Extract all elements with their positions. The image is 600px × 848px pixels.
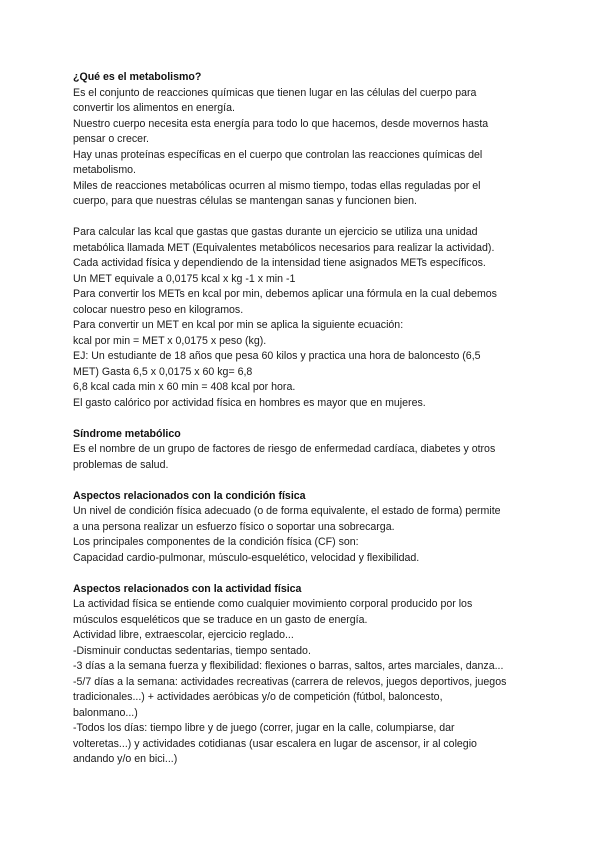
- text-line: metabolismo.: [73, 164, 136, 176]
- document-page: [73, 70, 543, 783]
- text-line: Los principales componentes de la condición física (CF) son:: [73, 536, 359, 548]
- text-line: tradicionales...) + actividades aeróbicas y/o de competición (fútbol, baloncesto,: [73, 691, 443, 703]
- section-sindrome-metabolico: [73, 427, 543, 474]
- text-line: a una persona realizar un esfuerzo físico o soportar una sobrecarga.: [73, 520, 395, 533]
- text-line: Actividad libre, extraescolar, ejercicio reglado...: [73, 629, 294, 641]
- text-line: 6,8 kcal cada min x 60 min = 408 kcal por hora.: [73, 381, 296, 393]
- text-line: Para calcular las kcal que gastas que gastas durante un ejercicio se utiliza una unidad: [73, 226, 478, 238]
- text-line: Para convertir un MET en kcal por min se aplica la siguiente ecuación:: [73, 319, 404, 331]
- text-line: Hay unas proteínas específicas en el cuerpo que controlan las reacciones químicas del: [73, 148, 483, 161]
- text-line: metabólica llamada MET (Equivalentes metabólicos necesarios para realizar la actividad).: [73, 241, 495, 254]
- section-heading: Aspectos relacionados con la condición física: [73, 489, 306, 502]
- text-line: andando y/o en bici...): [73, 753, 178, 765]
- text-line: cuerpo, para que nuestras células se mantengan sanas y funcionen bien.: [73, 195, 417, 207]
- text-line: Miles de reacciones metabólicas ocurren al mismo tiempo, todas ellas reguladas por el: [73, 179, 481, 192]
- text-line: pensar o crecer.: [73, 133, 149, 145]
- text-line: Capacidad cardio-pulmonar, músculo-esquelético, velocidad y flexibilidad.: [73, 551, 420, 564]
- text-line: volteretas...) y actividades cotidianas (usar escalera en lugar de ascensor, ir al colegio: [73, 737, 477, 750]
- text-line: Es el conjunto de reacciones químicas que tienen lugar en las células del cuerpo para: [73, 86, 477, 99]
- text-line: Un nivel de condición física adecuado (o de forma equivalente, el estado de forma) permite: [73, 505, 501, 517]
- text-line: convertir los alimentos en energía.: [73, 102, 235, 114]
- section-metabolismo: [73, 70, 543, 210]
- section-actividad-fisica: [73, 582, 543, 768]
- text-line: Para convertir los METs en kcal por min, debemos aplicar una fórmula en la cual debemos: [73, 288, 497, 300]
- text-line: colocar nuestro peso en kilogramos.: [73, 303, 244, 316]
- text-line: músculos esqueléticos que se traduce en un gasto de energía.: [73, 613, 368, 626]
- section-heading: ¿Qué es el metabolismo?: [73, 71, 202, 83]
- text-line: problemas de salud.: [73, 458, 169, 471]
- section-condicion-fisica: [73, 489, 543, 567]
- text-line: Es el nombre de un grupo de factores de riesgo de enfermedad cardíaca, diabetes y otros: [73, 443, 496, 455]
- text-line: kcal por min = MET x 0,0175 x peso (kg).: [73, 334, 267, 347]
- text-line: Cada actividad física y dependiendo de la intensidad tiene asignados METs específicos.: [73, 257, 486, 269]
- section-kcal-met: [73, 225, 543, 411]
- text-line: Nuestro cuerpo necesita esta energía para todo lo que hacemos, desde movernos hasta: [73, 117, 489, 130]
- text-line: -Todos los días: tiempo libre y de juego (correr, jugar en la calle, columpiarse, dar: [73, 722, 455, 734]
- text-line: El gasto calórico por actividad física en hombres es mayor que en mujeres.: [73, 396, 426, 409]
- text-line: -5/7 días a la semana: actividades recreativas (carrera de relevos, juegos deportivos, juegos: [73, 675, 507, 688]
- text-line: Un MET equivale a 0,0175 kcal x kg -1 x min -1: [73, 272, 296, 285]
- text-line: MET) Gasta 6,5 x 0,0175 x 60 kg= 6,8: [73, 365, 253, 378]
- text-line: La actividad física se entiende como cualquier movimiento corporal producido por los: [73, 598, 473, 610]
- text-line: -Disminuir conductas sedentarias, tiempo sentado.: [73, 644, 311, 657]
- text-line: -3 días a la semana fuerza y flexibilidad: flexiones o barras, saltos, artes marciales, danza...: [73, 660, 504, 672]
- text-line: EJ: Un estudiante de 18 años que pesa 60 kilos y practica una hora de baloncesto (6,5: [73, 350, 481, 362]
- section-heading: Síndrome metabólico: [73, 427, 181, 440]
- text-line: balonmano...): [73, 706, 138, 719]
- section-heading: Aspectos relacionados con la actividad física: [73, 582, 302, 595]
